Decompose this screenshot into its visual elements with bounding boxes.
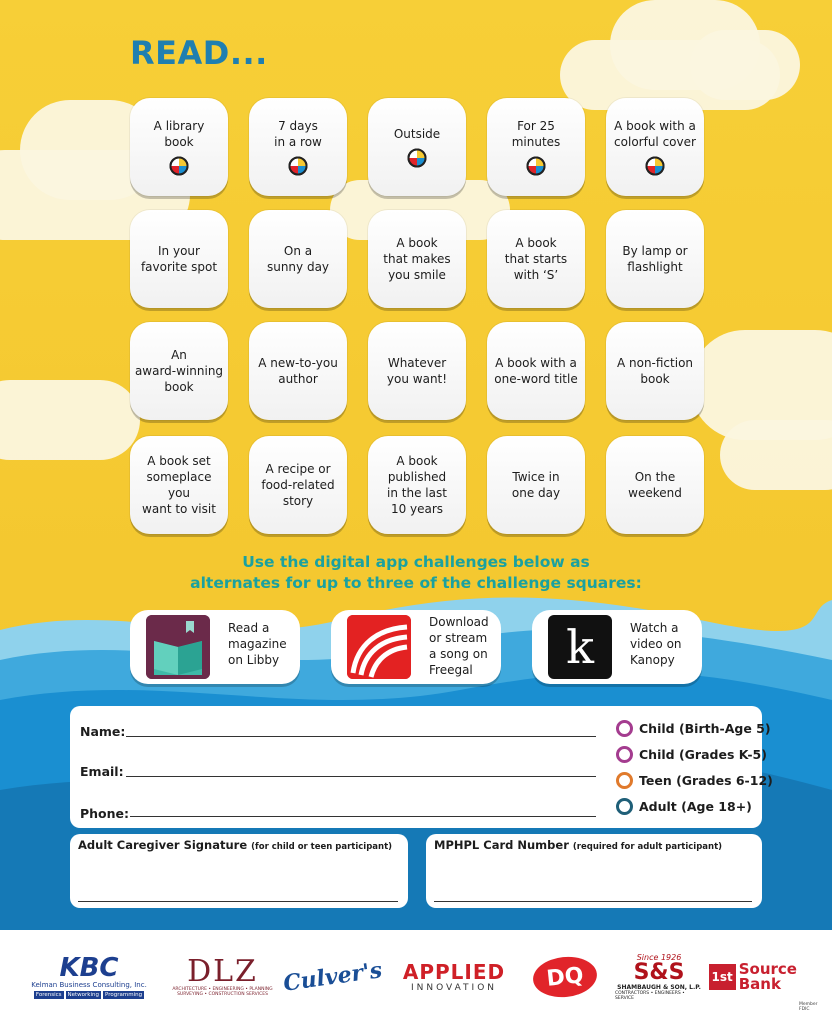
radio-label: Adult (Age 18+) <box>639 799 752 814</box>
beach-ball-icon <box>645 156 665 176</box>
ss-subtitle-1: SHAMBAUGH & SON, L.P. <box>617 984 701 991</box>
sponsor-1st-source-bank <box>711 942 818 1012</box>
challenge-square-text: 7 days in a row <box>274 119 322 149</box>
beach-ball-icon <box>169 156 189 176</box>
source-prefix: 1st <box>709 964 736 990</box>
challenge-square-text: Outside <box>393 127 441 141</box>
cloud-top-right-puff2 <box>690 30 800 100</box>
page-title: READ... <box>130 34 268 72</box>
signature-box[interactable] <box>70 834 408 908</box>
alternates-line-2: alternates for up to three of the challenge squares: <box>190 574 642 592</box>
kanopy-letter: k <box>566 620 594 674</box>
kbc-tag: Forensics <box>35 992 62 998</box>
radio-circle-icon <box>616 772 633 789</box>
libby-label: Read a magazine on Libby <box>228 621 287 667</box>
sponsor-footer <box>0 930 832 1024</box>
libby-challenge[interactable] <box>130 610 300 684</box>
kanopy-label: Watch a video on Kanopy <box>630 621 682 667</box>
cloud-right-low <box>720 420 832 490</box>
challenge-square[interactable] <box>368 98 466 196</box>
source-member: Member FDIC <box>798 1002 818 1012</box>
challenge-square[interactable] <box>249 98 347 196</box>
card-title <box>434 838 722 852</box>
challenge-square[interactable] <box>130 98 228 196</box>
challenge-square-text: An award-winning book <box>134 348 224 394</box>
sponsor-applied-innovation <box>392 942 516 1012</box>
challenge-square-text: A recipe or food-related story <box>261 462 335 508</box>
challenge-square[interactable] <box>487 210 585 308</box>
kbc-subtitle: Kelman Business Consulting, Inc. <box>31 981 147 989</box>
source-name-2: Bank <box>738 975 781 993</box>
challenge-grid <box>130 98 706 536</box>
ss-logo: S&S <box>633 960 685 985</box>
challenge-square[interactable] <box>130 322 228 420</box>
dlz-logo: DLZ <box>187 954 258 989</box>
challenge-square-text: A non-fiction book <box>616 356 694 386</box>
card-line <box>434 901 752 902</box>
radio-label: Teen (Grades 6-12) <box>639 773 773 788</box>
freegal-label: Download or stream a song on Freegal <box>429 615 489 677</box>
sponsor-dq <box>532 942 598 1012</box>
beach-ball-icon <box>526 156 546 176</box>
challenge-square-text: A book with a colorful cover <box>614 119 696 149</box>
challenge-square-text: Twice in one day <box>511 470 561 500</box>
source-name-1: Source <box>738 960 797 978</box>
ss-since: Since 1926 <box>636 953 682 962</box>
sponsor-kbc <box>24 942 154 1012</box>
challenge-square[interactable] <box>249 436 347 534</box>
kbc-logo: KBC <box>59 953 119 983</box>
challenge-square[interactable] <box>130 210 228 308</box>
radio-circle-icon <box>616 720 633 737</box>
sponsor-culvers <box>281 942 384 1012</box>
challenge-square-text: In your favorite spot <box>140 244 218 274</box>
challenge-square-text: A book published in the last 10 years <box>387 454 447 516</box>
name-field[interactable] <box>126 736 596 737</box>
radio-circle-icon <box>616 746 633 763</box>
culvers-logo: Culver's <box>281 957 384 997</box>
freegal-challenge[interactable] <box>331 610 501 684</box>
challenge-square-text: For 25 minutes <box>511 119 561 149</box>
libby-icon <box>146 615 210 679</box>
sponsor-shambaugh <box>615 942 703 1012</box>
name-label: Name: <box>80 724 126 739</box>
signature-line <box>78 901 398 902</box>
challenge-square-text: Whatever you want! <box>386 356 448 386</box>
freegal-icon <box>347 615 411 679</box>
challenge-square-text: By lamp or flashlight <box>622 244 688 274</box>
signature-note: (for child or teen participant) <box>251 842 393 852</box>
dlz-subtitle-2: SURVEYING • CONSTRUCTION SERVICES <box>177 992 268 997</box>
radio-adult[interactable] <box>616 798 752 815</box>
challenge-square[interactable] <box>368 436 466 534</box>
source-name <box>739 962 797 992</box>
challenge-square-text: A new-to-you author <box>258 356 338 386</box>
phone-field[interactable] <box>130 816 596 817</box>
radio-teen[interactable] <box>616 772 773 789</box>
kbc-tags <box>34 991 144 999</box>
email-field[interactable] <box>126 776 596 777</box>
challenge-square-text: On the weekend <box>628 470 682 500</box>
beach-ball-icon <box>288 156 308 176</box>
dlz-subtitle-1: ARCHITECTURE • ENGINEERING • PLANNING <box>172 987 273 992</box>
card-number-box[interactable] <box>426 834 762 908</box>
challenge-square-text: On a sunny day <box>266 244 330 274</box>
challenge-square-text: A library book <box>153 119 205 149</box>
beach-ball-icon <box>407 148 427 168</box>
radio-child-birth-5[interactable] <box>616 720 771 737</box>
challenge-square[interactable] <box>487 98 585 196</box>
card-note: (required for adult participant) <box>572 842 723 852</box>
challenge-square-text: A book that starts with ‘S’ <box>504 236 568 282</box>
challenge-square[interactable] <box>368 210 466 308</box>
card-title-text: MPHPL Card Number <box>434 838 569 852</box>
ss-subtitle-2: CONTRACTORS • ENGINEERS • SERVICE <box>615 991 685 1001</box>
challenge-square[interactable] <box>606 210 704 308</box>
alternates-line-1: Use the digital app challenges below as <box>242 553 590 571</box>
dq-text: DQ <box>545 962 585 992</box>
kanopy-challenge[interactable] <box>532 610 702 684</box>
challenge-square[interactable] <box>249 210 347 308</box>
radio-label: Child (Grades K-5) <box>639 747 767 762</box>
email-label: Email: <box>80 764 124 779</box>
cloud-left-low <box>0 380 140 460</box>
alternates-instruction <box>0 552 832 594</box>
phone-label: Phone: <box>80 806 130 821</box>
applied-subtitle: INNOVATION <box>410 983 498 993</box>
radio-circle-icon <box>616 798 633 815</box>
challenge-square[interactable] <box>606 322 704 420</box>
challenge-square-text: A book with a one-word title <box>494 356 578 386</box>
challenge-square[interactable] <box>606 98 704 196</box>
challenge-square[interactable] <box>249 322 347 420</box>
challenge-square[interactable] <box>368 322 466 420</box>
challenge-square[interactable] <box>130 436 228 534</box>
signature-title-text: Adult Caregiver Signature <box>78 838 248 852</box>
applied-logo: APPLIED <box>402 960 506 984</box>
radio-child-k5[interactable] <box>616 746 767 763</box>
kbc-tag: Programming <box>105 992 143 998</box>
sponsor-dlz <box>170 942 275 1012</box>
signature-title <box>78 838 392 852</box>
dq-logo <box>531 954 599 1000</box>
challenge-square-text: A book set someplace you want to visit <box>142 454 216 516</box>
challenge-square-text: A book that makes you smile <box>383 236 451 282</box>
radio-label: Child (Birth-Age 5) <box>639 721 771 736</box>
challenge-square[interactable] <box>606 436 704 534</box>
challenge-square[interactable] <box>487 436 585 534</box>
challenge-square[interactable] <box>487 322 585 420</box>
kbc-tag: Networking <box>67 992 100 998</box>
kanopy-icon <box>548 615 612 679</box>
